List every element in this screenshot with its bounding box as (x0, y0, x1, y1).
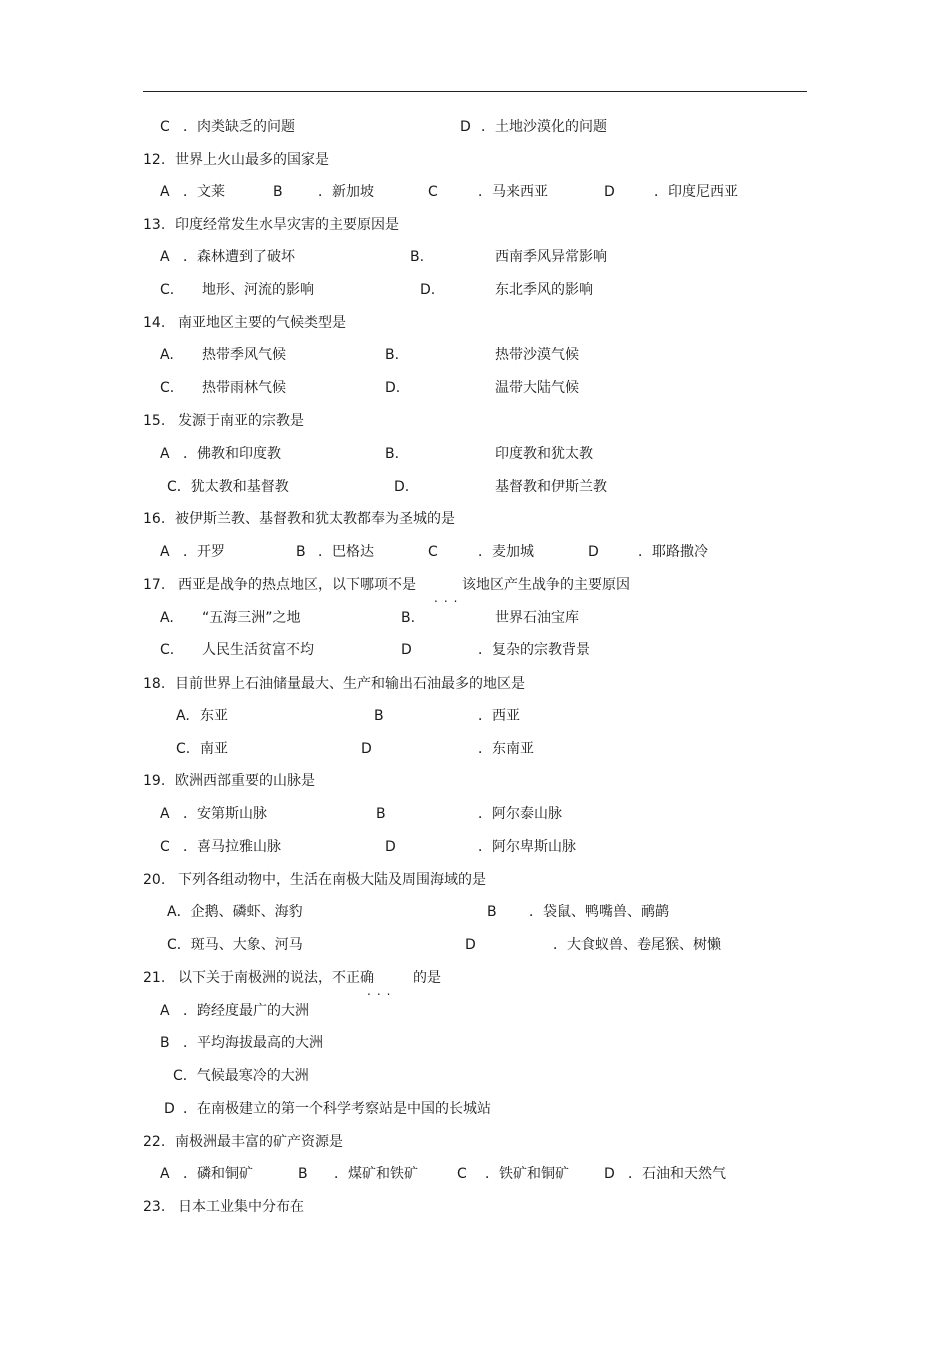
header-rule (143, 91, 807, 92)
line-lead: A (160, 249, 170, 265)
line-lead: 21. (143, 970, 166, 986)
line-text: D (604, 1166, 615, 1182)
line-text: B (374, 708, 384, 724)
line-text: ．跨经度最广的大洲 (183, 1003, 309, 1019)
line-text: ．袋鼠、鸭嘴兽、鸸鹋 (529, 904, 669, 920)
line-text: ．巴格达 (318, 544, 374, 560)
line-lead: 17. (143, 577, 166, 593)
line-lead: 15. (143, 413, 166, 429)
line-text: ．阿尔卑斯山脉 (478, 839, 576, 855)
line-lead: C. (160, 282, 175, 298)
line-text: B. (401, 610, 416, 626)
line-text: 日本工业集中分布在 (178, 1199, 304, 1215)
line-text: B. (385, 347, 400, 363)
line-text: 东北季风的影响 (495, 282, 593, 298)
line-text: D (385, 839, 396, 855)
line-text: ．平均海拔最高的大洲 (183, 1035, 323, 1051)
line-text: B. (385, 446, 400, 462)
line-lead: A. (160, 347, 174, 363)
line-text: 南亚地区主要的气候类型是 (178, 315, 346, 331)
line-text: 地形、河流的影响 (202, 282, 314, 298)
line-text: 被伊斯兰教、基督教和犹太教都奉为圣城的是 (175, 511, 455, 527)
line-text: ．文莱 (183, 184, 225, 200)
line-text: 目前世界上石油储量最大、生产和输出石油最多的地区是 (175, 676, 525, 692)
line-text: ．印度尼西亚 (654, 184, 738, 200)
line-text: “五海三洲”之地 (202, 610, 301, 626)
line-lead: C (160, 839, 170, 855)
line-text: D (361, 741, 372, 757)
line-text: 下列各组动物中，生活在南极大陆及周围海域的是 (178, 872, 486, 888)
line-text: 欧洲西部重要的山脉是 (175, 773, 315, 789)
line-text: D. (394, 479, 410, 495)
emphasis-dots: ... (434, 591, 464, 605)
line-text: B (298, 1166, 308, 1182)
line-text: C (428, 184, 438, 200)
line-text: D (465, 937, 476, 953)
line-text: B (376, 806, 386, 822)
line-text: ．土地沙漠化的问题 (481, 119, 607, 135)
line-text: ．耶路撒冷 (638, 544, 708, 560)
line-text: 东亚 (200, 708, 228, 724)
line-text: ．新加坡 (318, 184, 374, 200)
line-lead: 19. (143, 773, 166, 789)
line-text: ．石油和天然气 (628, 1166, 726, 1182)
line-text: 南极洲最丰富的矿产资源是 (175, 1134, 343, 1150)
line-text: 热带雨林气候 (202, 380, 286, 396)
line-text: 西南季风异常影响 (495, 249, 607, 265)
line-text: D (588, 544, 599, 560)
line-lead: A．企鹅、磷虾、海豹 (167, 904, 303, 920)
line-text: ．磷和铜矿 (183, 1166, 253, 1182)
line-text: ．开罗 (183, 544, 225, 560)
line-text: 世界上火山最多的国家是 (175, 152, 329, 168)
line-lead: 18. (143, 676, 166, 692)
line-lead: A. (176, 708, 190, 724)
line-lead: A (160, 446, 170, 462)
line-text: ．佛教和印度教 (183, 446, 281, 462)
line-text: 该地区产生战争的主要原因 (462, 577, 630, 593)
line-text: C (457, 1166, 467, 1182)
line-text: 以下关于南极洲的说法，不正确 (178, 970, 374, 986)
line-text: B (296, 544, 306, 560)
line-lead: 16. (143, 511, 166, 527)
line-text: 温带大陆气候 (495, 380, 579, 396)
line-lead: C．气候最寒冷的大洲 (173, 1068, 309, 1084)
line-text: D (460, 119, 471, 135)
line-text: 南亚 (200, 741, 228, 757)
line-text: ．阿尔泰山脉 (478, 806, 562, 822)
line-text: ．喜马拉雅山脉 (183, 839, 281, 855)
line-lead: C．犹太教和基督教 (167, 479, 289, 495)
line-text: B (487, 904, 497, 920)
line-text: B (273, 184, 283, 200)
line-text: C (428, 544, 438, 560)
line-lead: C．斑马、大象、河马 (167, 937, 303, 953)
line-text: ．东南亚 (478, 741, 534, 757)
line-lead: A (160, 806, 170, 822)
line-text: 基督教和伊斯兰教 (495, 479, 607, 495)
line-text: 印度经常发生水旱灾害的主要原因是 (175, 217, 399, 233)
line-text: ．在南极建立的第一个科学考察站是中国的长城站 (183, 1101, 491, 1117)
line-text: ．煤矿和铁矿 (334, 1166, 418, 1182)
line-text: ．肉类缺乏的问题 (183, 119, 295, 135)
line-lead: 22. (143, 1134, 166, 1150)
line-text: ．复杂的宗教背景 (478, 642, 590, 658)
line-text: B. (410, 249, 425, 265)
line-lead: 12. (143, 152, 166, 168)
line-lead: 23. (143, 1199, 166, 1215)
line-text: ．森林遭到了破坏 (183, 249, 295, 265)
line-text: ．大食蚁兽、卷尾猴、树懒 (553, 937, 721, 953)
line-text: 印度教和犹太教 (495, 446, 593, 462)
line-text: D (401, 642, 412, 658)
line-text: 人民生活贫富不均 (202, 642, 314, 658)
line-lead: A (160, 184, 170, 200)
line-text: ．马来西亚 (478, 184, 548, 200)
line-lead: A (160, 544, 170, 560)
line-lead: 14. (143, 315, 166, 331)
line-text: 发源于南亚的宗教是 (178, 413, 304, 429)
line-lead: A (160, 1166, 170, 1182)
line-lead: A (160, 1003, 170, 1019)
line-text: D. (420, 282, 436, 298)
line-lead: B (160, 1035, 170, 1051)
line-text: 西亚是战争的热点地区，以下哪项不是 (178, 577, 416, 593)
line-text: ．铁矿和铜矿 (485, 1166, 569, 1182)
line-lead: 13. (143, 217, 166, 233)
line-lead: A. (160, 610, 174, 626)
emphasis-dots: ... (367, 984, 397, 998)
line-text: 世界石油宝库 (495, 610, 579, 626)
line-text: 热带季风气候 (202, 347, 286, 363)
line-lead: C. (160, 380, 175, 396)
line-lead: C (160, 119, 170, 135)
line-text: ．麦加城 (478, 544, 534, 560)
line-lead: C. (160, 642, 175, 658)
line-text: 的是 (413, 970, 441, 986)
line-text: D. (385, 380, 401, 396)
line-lead: C. (176, 741, 191, 757)
line-lead: D (164, 1101, 175, 1117)
line-lead: 20. (143, 872, 166, 888)
line-text: D (604, 184, 615, 200)
line-text: ．安第斯山脉 (183, 806, 267, 822)
line-text: ．西亚 (478, 708, 520, 724)
line-text: 热带沙漠气候 (495, 347, 579, 363)
